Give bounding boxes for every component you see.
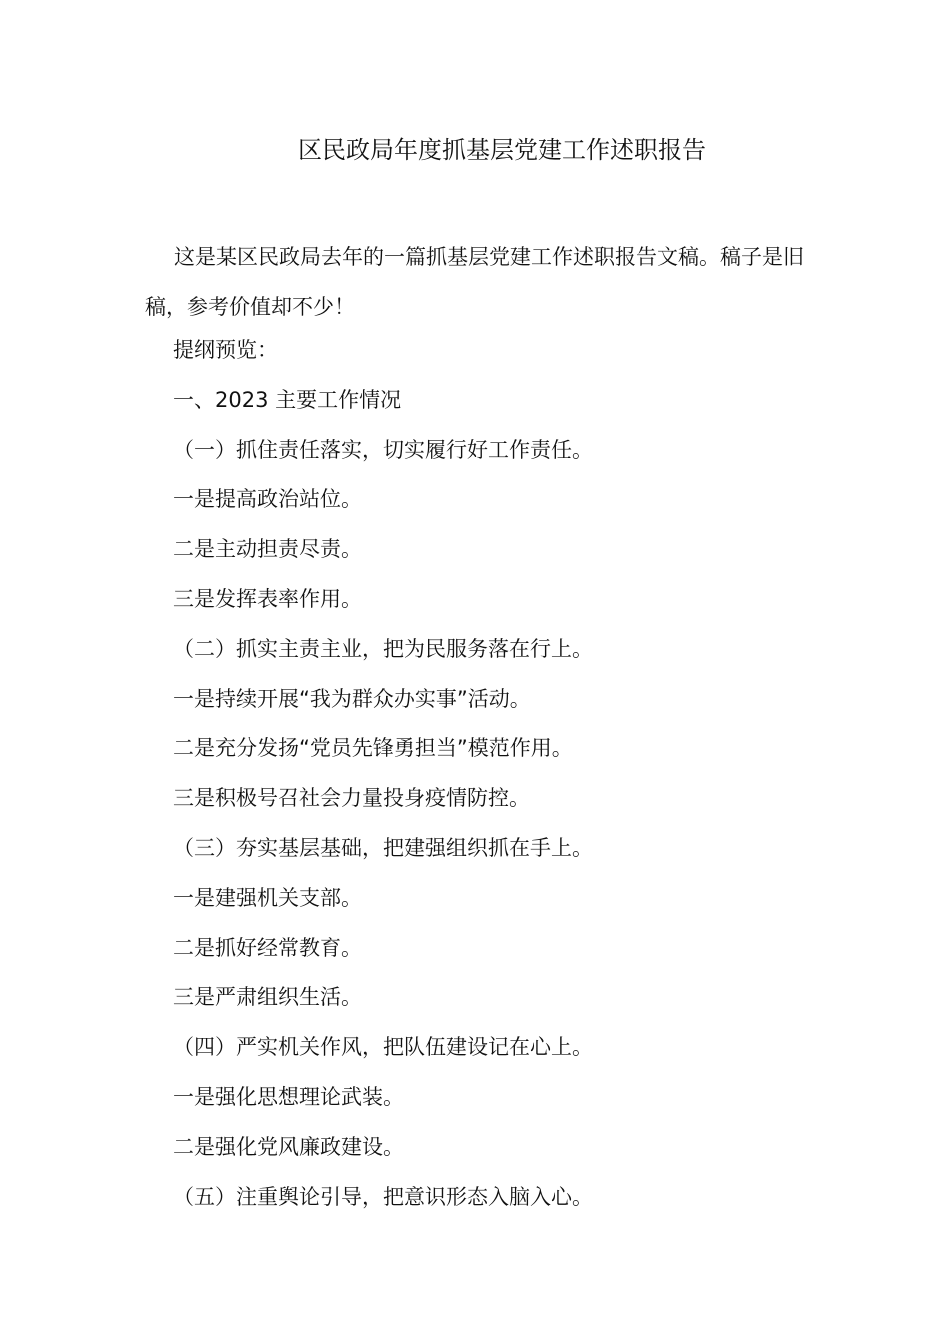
outline-item: 三是积极号召社会力量投身疫情防控。 [173,786,530,811]
outline-item: 二是强化党风廉政建设。 [173,1134,404,1159]
outline-item: 二是主动担责尽责。 [173,537,362,562]
outline-item: 一是持续开展“我为群众办实事”活动。 [173,686,531,711]
outline-item: （五）注重舆论引导，把意识形态入脑入心。 [173,1184,593,1209]
outline-item: 二是充分发扬“党员先锋勇担当”模范作用。 [173,736,573,761]
outline-list [145,332,810,1228]
outline-item: 一是提高政治站位。 [173,487,362,512]
outline-item: 一、2023 主要工作情况 [173,387,402,412]
outline-item: （四）严实机关作风，把队伍建设记在心上。 [173,1035,593,1060]
outline-item: 二是抓好经常教育。 [173,935,362,960]
outline-item: （三）夯实基层基础，把建强组织抓在手上。 [173,835,593,860]
outline-item: （一）抓住责任落实，切实履行好工作责任。 [173,437,593,462]
outline-item: （二）抓实主责主业，把为民服务落在行上。 [173,636,593,661]
outline-heading: 提纲预览： [173,338,278,362]
document-title: 区民政局年度抓基层党建工作述职报告 [298,136,706,164]
outline-item: 三是严肃组织生活。 [173,985,362,1010]
outline-item: 三是发挥表率作用。 [173,586,362,611]
intro-paragraph: 这是某区民政局去年的一篇抓基层党建工作述职报告文稿。稿子是旧稿，参考价值却不少！ [145,245,804,319]
outline-item: 一是建强机关支部。 [173,885,362,910]
outline-item: 一是强化思想理论武装。 [173,1084,404,1109]
